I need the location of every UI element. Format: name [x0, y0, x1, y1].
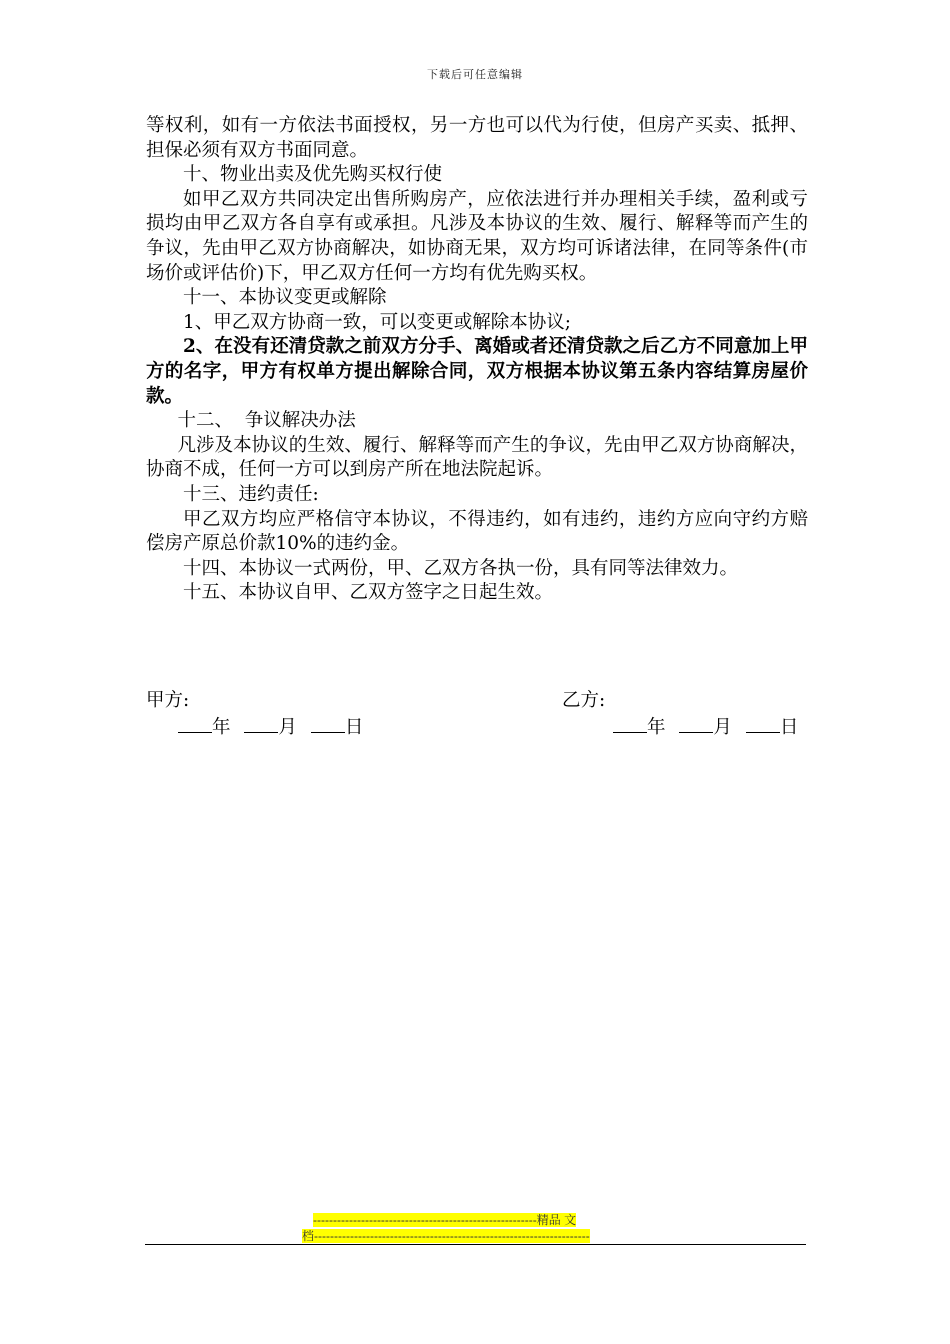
- section-heading-11: 十一、本协议变更或解除: [183, 287, 387, 309]
- section-heading-12: 十二、 争议解决办法: [177, 410, 356, 432]
- footer-highlight-1: --------------------------------------------------------精品 文: [313, 1213, 577, 1227]
- footer-highlight-2: 档---------------------------------------------------------------------: [302, 1229, 590, 1243]
- footer-line-1: [313, 1212, 576, 1227]
- paragraph-section-13: 甲乙双方均应严格信守本协议，不得违约，如有违约，违约方应向守约方赔偿房产原总价款10%的违约金。: [146, 508, 808, 555]
- year-label: 年: [212, 717, 231, 738]
- party-b-date-line: [613, 714, 798, 740]
- document-body: [146, 114, 808, 606]
- paragraph-section-14: 十四、本协议一式两份，甲、乙双方各执一份，具有同等法律效力。: [183, 557, 739, 579]
- day-blank: [311, 714, 345, 733]
- month-blank: [679, 714, 713, 733]
- day-label: 日: [344, 717, 364, 738]
- month-label: 月: [713, 717, 732, 738]
- paragraph-section-10: 如甲乙双方共同决定出售所购房产，应依法进行并办理相关手续，盈利或亏损均由甲乙双方各自享有或承担。凡涉及本协议的生效、履行、解释等而产生的争议，先由甲乙双方协商解决，如协商无果，双方均可诉诸法律，在同等条件(市场价或评估价)下，甲乙双方任何一方均有优先购买权。: [146, 188, 808, 284]
- paragraph-section-15: 十五、本协议自甲、乙双方签字之日起生效。: [183, 582, 554, 604]
- day-label: 日: [779, 717, 799, 738]
- paragraph-11-item-2: 2、在没有还清贷款之前双方分手、离婚或者还清贷款之后乙方不同意加上甲方的名字，甲方有权单方提出解除合同，双方根据本协议第五条内容结算房屋价款。: [146, 336, 808, 407]
- day-blank: [746, 714, 780, 733]
- paragraph-continuation: 等权利，如有一方依法书面授权，另一方也可以代为行使，但房产买卖、抵押、担保必须有双方书面同意。: [146, 115, 808, 161]
- party-b-label: 乙方:: [562, 690, 606, 711]
- year-label: 年: [647, 717, 666, 738]
- year-blank: [178, 714, 212, 733]
- section-heading-10: 十、物业出卖及优先购买权行使: [183, 164, 443, 186]
- footer-line-2: [302, 1228, 590, 1243]
- paragraph-section-12: 凡涉及本协议的生效、履行、解释等而产生的争议，先由甲乙双方协商解决，协商不成，任何一方可以到房产所在地法院起诉。: [146, 434, 808, 481]
- paragraph-11-item-1: 1、甲乙双方协商一致，可以变更或解除本协议;: [183, 311, 572, 333]
- section-heading-13: 十三、违约责任:: [183, 483, 319, 505]
- footer-rule: [145, 1244, 806, 1245]
- party-a-label: 甲方:: [146, 690, 190, 711]
- month-label: 月: [278, 717, 297, 738]
- party-a-date-line: [178, 714, 363, 740]
- month-blank: [244, 714, 278, 733]
- year-blank: [613, 714, 647, 733]
- page-header: 下载后可任意编辑: [427, 68, 523, 81]
